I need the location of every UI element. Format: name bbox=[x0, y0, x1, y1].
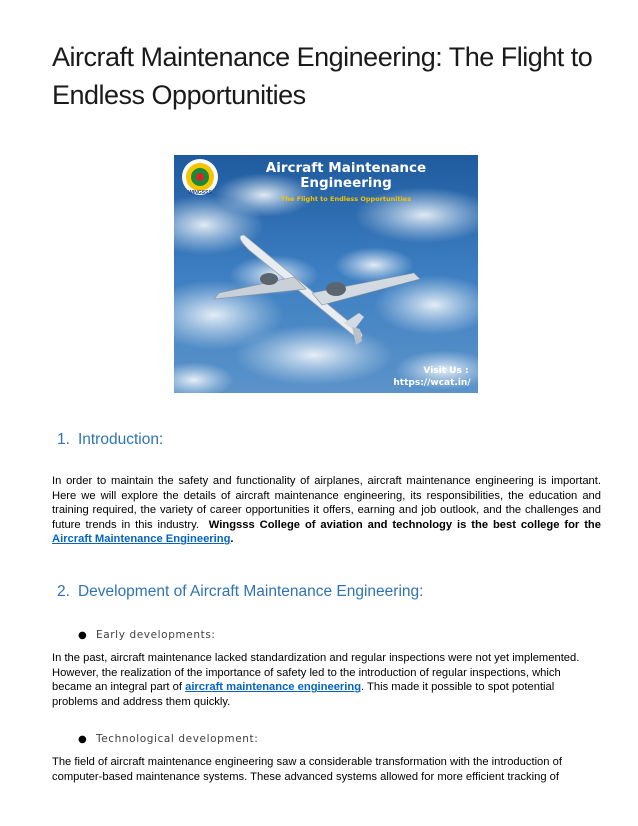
hero-headline-line1: Aircraft Maintenance bbox=[265, 160, 427, 176]
early-developments-paragraph bbox=[52, 651, 601, 709]
hero-visit-label: Visit Us : bbox=[423, 366, 469, 376]
technological-development-paragraph: The field of aircraft maintenance engineering saw a considerable transformation with the introduction of computer-based maintenance systems. These advanced systems allowed for more efficient tracking of bbox=[52, 756, 562, 783]
bullet-icon: ● bbox=[78, 734, 88, 745]
hero-headline-line2: Engineering bbox=[300, 175, 392, 191]
hero-banner-image bbox=[174, 155, 478, 393]
section-heading-introduction bbox=[57, 431, 163, 449]
aircraft-maintenance-engineering-link[interactable]: Aircraft Maintenance Engineering bbox=[52, 533, 231, 546]
introduction-paragraph bbox=[52, 474, 601, 547]
paragraph-text: In order to maintain the safety and functionality of airplanes, aircraft maintenance engineering is important. Here we will explore the details of aircraft maintenance engineering, its responsibilities, the education and training required, the variety of career opportunities it offers, earning and job outlook, and the challenges and future trends in this industry. bbox=[52, 475, 601, 531]
aircraft-maintenance-engineering-link-2[interactable]: aircraft maintenance engineering bbox=[185, 681, 362, 694]
logo-text: WINGSSS bbox=[188, 190, 212, 196]
paragraph-text: In the past, aircraft maintenance lacked standardization and regular inspections were not yet implemented. However, the realization of the importance of safety led to the introduction of regular inspections, which became an integral part of bbox=[52, 652, 580, 694]
paragraph-period: . bbox=[230, 533, 234, 546]
paragraph-bold-text: Wingsss College of aviation and technology is the best college for the bbox=[208, 518, 601, 531]
bullet-early-developments bbox=[78, 629, 216, 641]
bullet-text: Early developments: bbox=[96, 629, 216, 641]
bullet-icon: ● bbox=[78, 630, 88, 641]
hero-visit-url: https://wcat.in/ bbox=[393, 378, 471, 388]
bullet-text: Technological development: bbox=[96, 733, 259, 745]
section-number: 1. bbox=[57, 431, 70, 448]
section-heading-text: Development of Aircraft Maintenance Engineering: bbox=[77, 583, 424, 600]
section-number: 2. bbox=[57, 583, 70, 600]
paragraph-text-end: . This made it possible to spot potential problems and address them quickly. bbox=[52, 681, 555, 708]
hero-tagline: The Flight to Endless Opportunities bbox=[280, 195, 412, 203]
section-heading-development bbox=[57, 583, 423, 601]
section-heading-text: Introduction: bbox=[77, 431, 164, 448]
bullet-technological-development bbox=[78, 733, 258, 745]
page-title: Aircraft Maintenance Engineering: The Flight to Endless Opportunities bbox=[52, 42, 593, 110]
